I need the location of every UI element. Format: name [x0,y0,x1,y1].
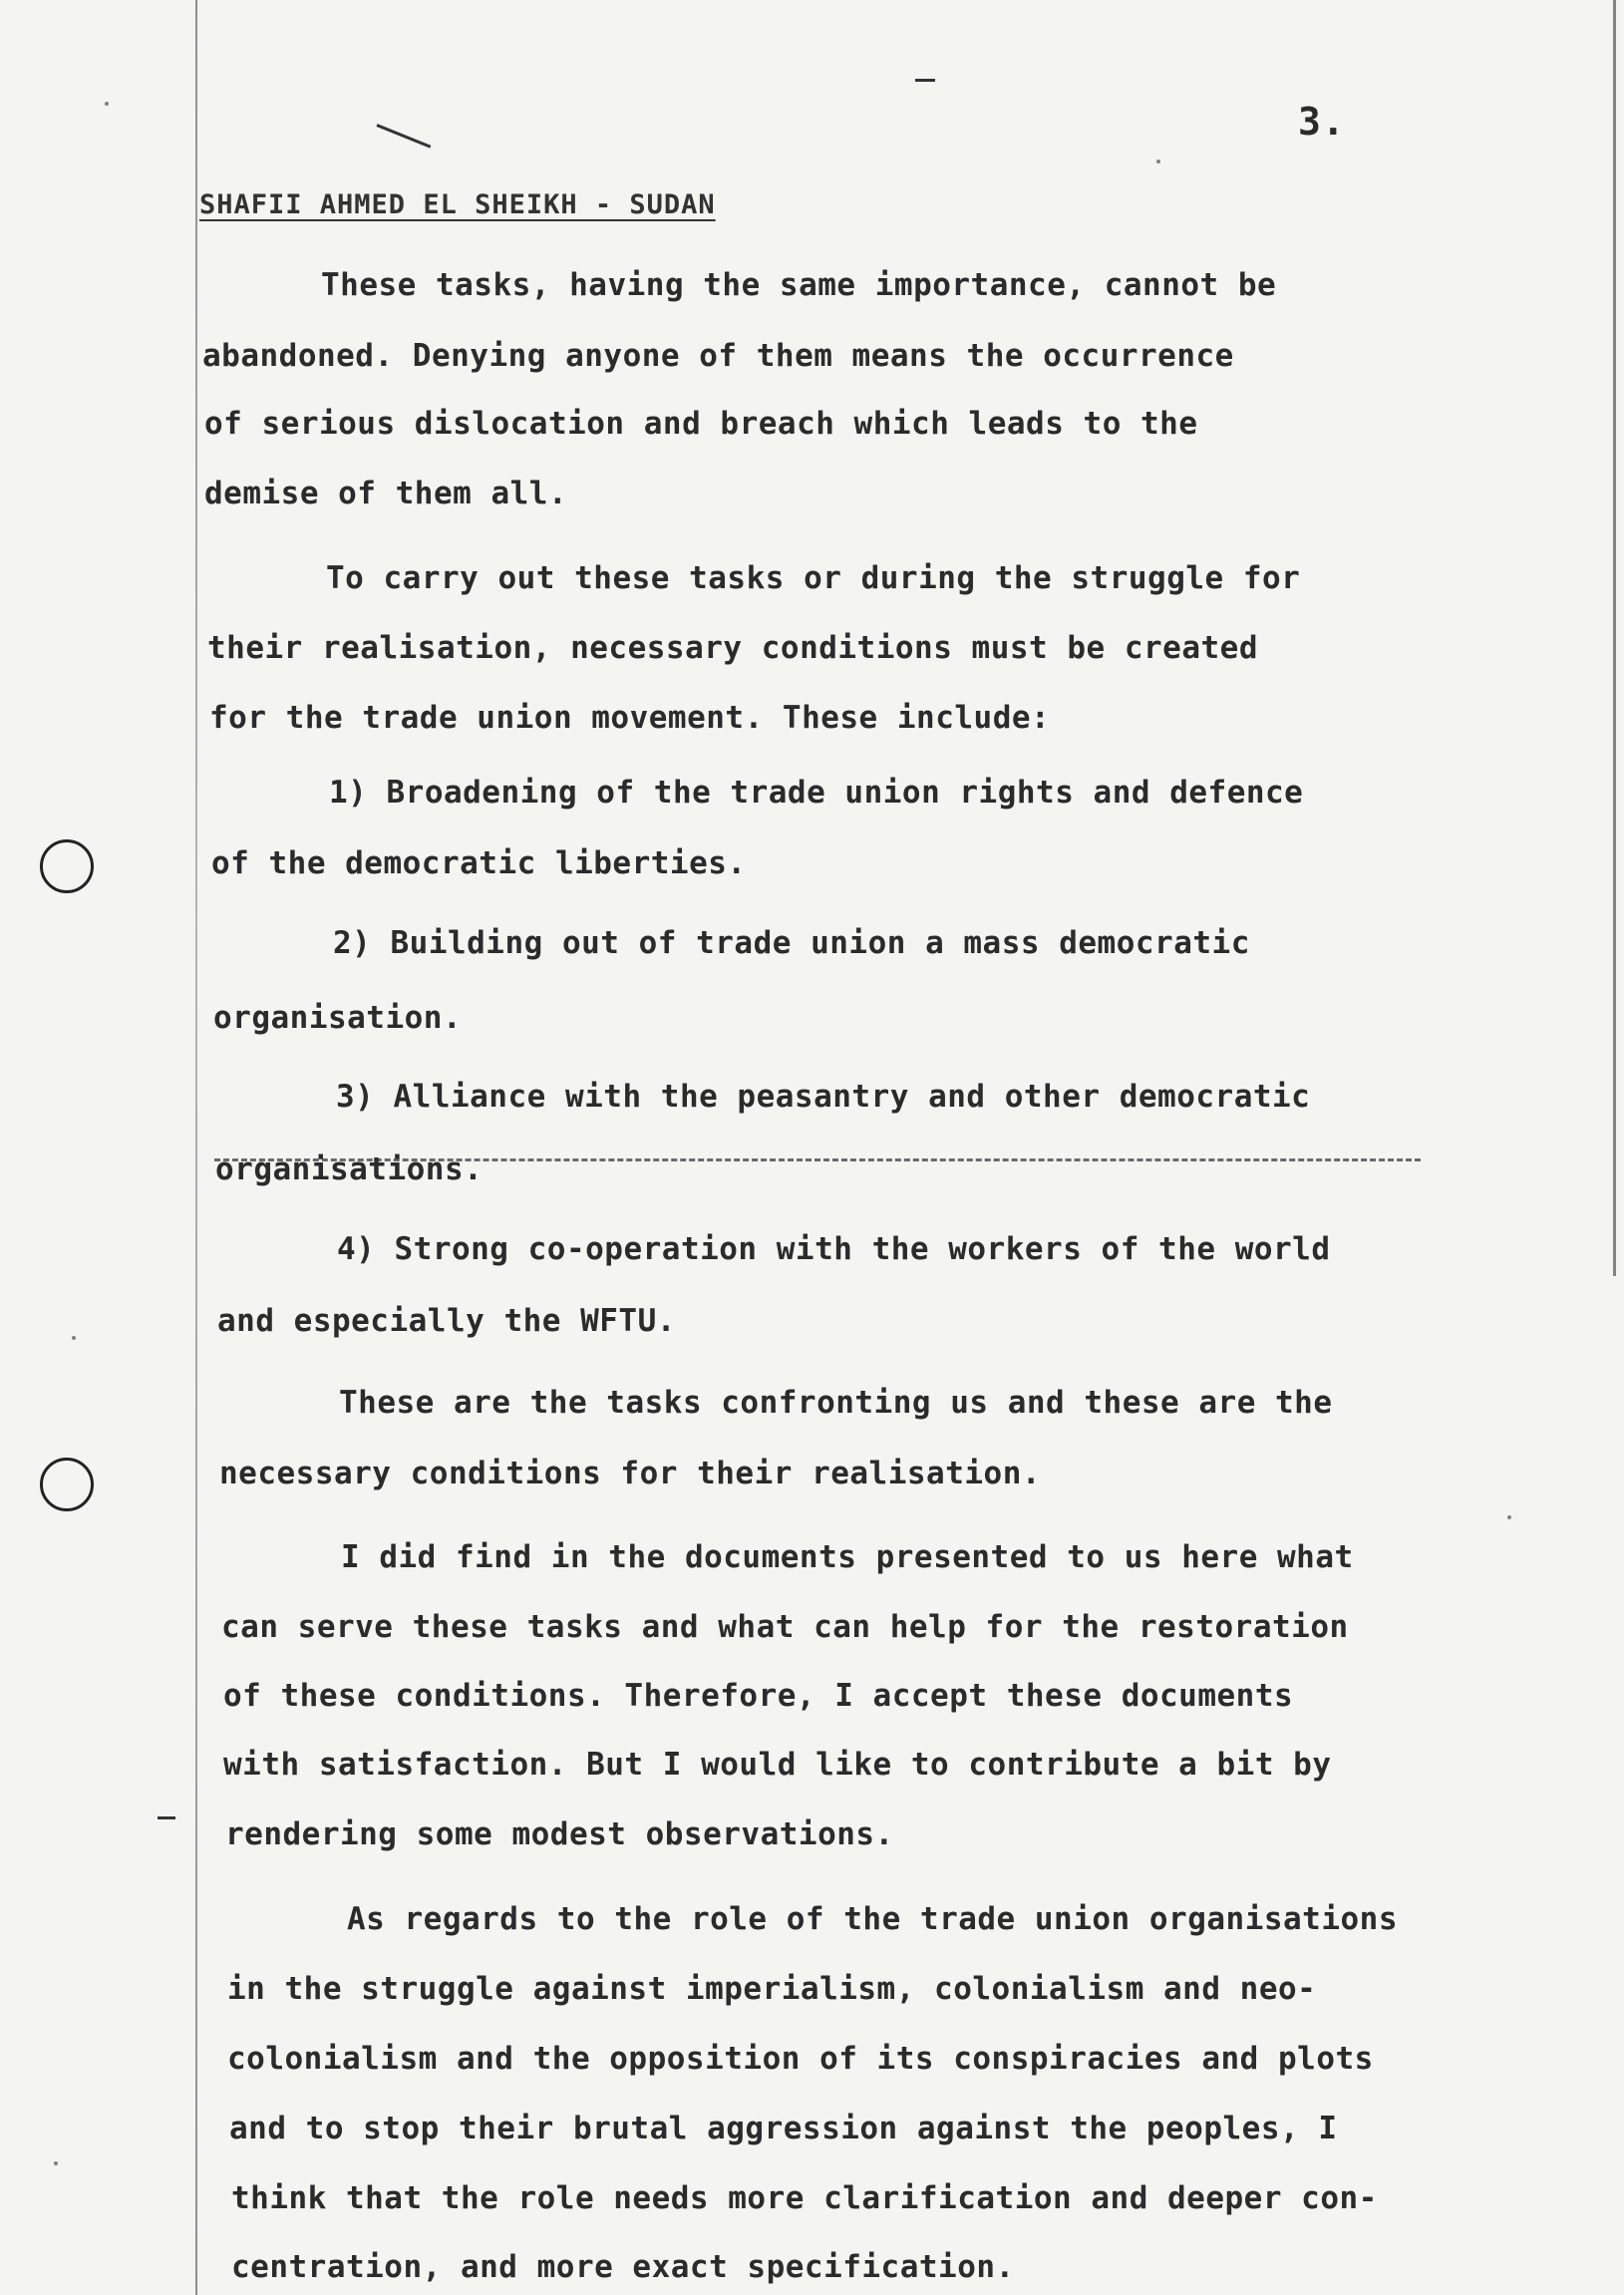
body-line: for the trade union movement. These include: [209,700,1051,736]
noise-speck [105,102,109,106]
body-line: As regards to the role of the trade union organisations [347,1901,1398,1937]
punch-hole-bottom [40,1458,94,1511]
body-line: centration, and more exact specification. [231,2249,1015,2285]
noise-speck [1507,1515,1511,1519]
body-line: of these conditions. Therefore, I accept these documents [223,1678,1294,1714]
list-item-line: of the democratic liberties. [211,845,747,881]
body-line: with satisfaction. But I would like to contribute a bit by [223,1747,1332,1783]
body-line: in the struggle against imperialism, colonialism and neo- [227,1971,1317,2007]
list-item-line: 2) Building out of trade union a mass democratic [333,925,1250,961]
list-item-line: 3) Alliance with the peasantry and other democratic [336,1079,1311,1115]
body-line: colonialism and the opposition of its conspiracies and plots [227,2041,1374,2077]
stray-pen-mark [376,124,431,149]
list-item-line: 1) Broadening of the trade union rights and defence [329,775,1304,811]
punch-hole-top [40,839,94,893]
body-line: I did find in the documents presented to us here what [341,1539,1354,1575]
body-line: their realisation, necessary conditions must be created [207,630,1258,666]
list-item-line: organisation. [213,1000,463,1036]
stray-dash-mark [915,79,935,82]
body-line: rendering some modest observations. [225,1816,894,1852]
left-margin-rule [195,0,197,2295]
right-edge-shadow [1613,0,1616,1276]
noise-speck [1156,160,1160,164]
list-item-line: and especially the WFTU. [217,1303,676,1339]
body-line: demise of them all. [204,476,568,511]
document-header: SHAFII AHMED EL SHEIKH - SUDAN [199,189,716,220]
body-line: abandoned. Denying anyone of them means the occurrence [202,338,1234,374]
noise-speck [72,1336,76,1340]
body-line: of serious dislocation and breach which leads to the [204,406,1198,442]
noise-speck [54,2161,58,2165]
list-item-line: organisations. [215,1151,484,1187]
page-number: 3. [1298,100,1346,144]
list-item-line: 4) Strong co-operation with the workers of the world [337,1231,1331,1267]
body-line: necessary conditions for their realisation. [219,1456,1042,1491]
body-line: These tasks, having the same importance, cannot be [321,267,1277,303]
body-line: To carry out these tasks or during the struggle for [326,560,1301,596]
stray-dash-mark [158,1816,175,1819]
body-line: These are the tasks confronting us and these are the [339,1385,1333,1421]
body-line: think that the role needs more clarification and deeper con- [231,2180,1378,2216]
body-line: can serve these tasks and what can help for the restoration [221,1609,1349,1645]
body-line: and to stop their brutal aggression against the peoples, I [229,2111,1338,2146]
